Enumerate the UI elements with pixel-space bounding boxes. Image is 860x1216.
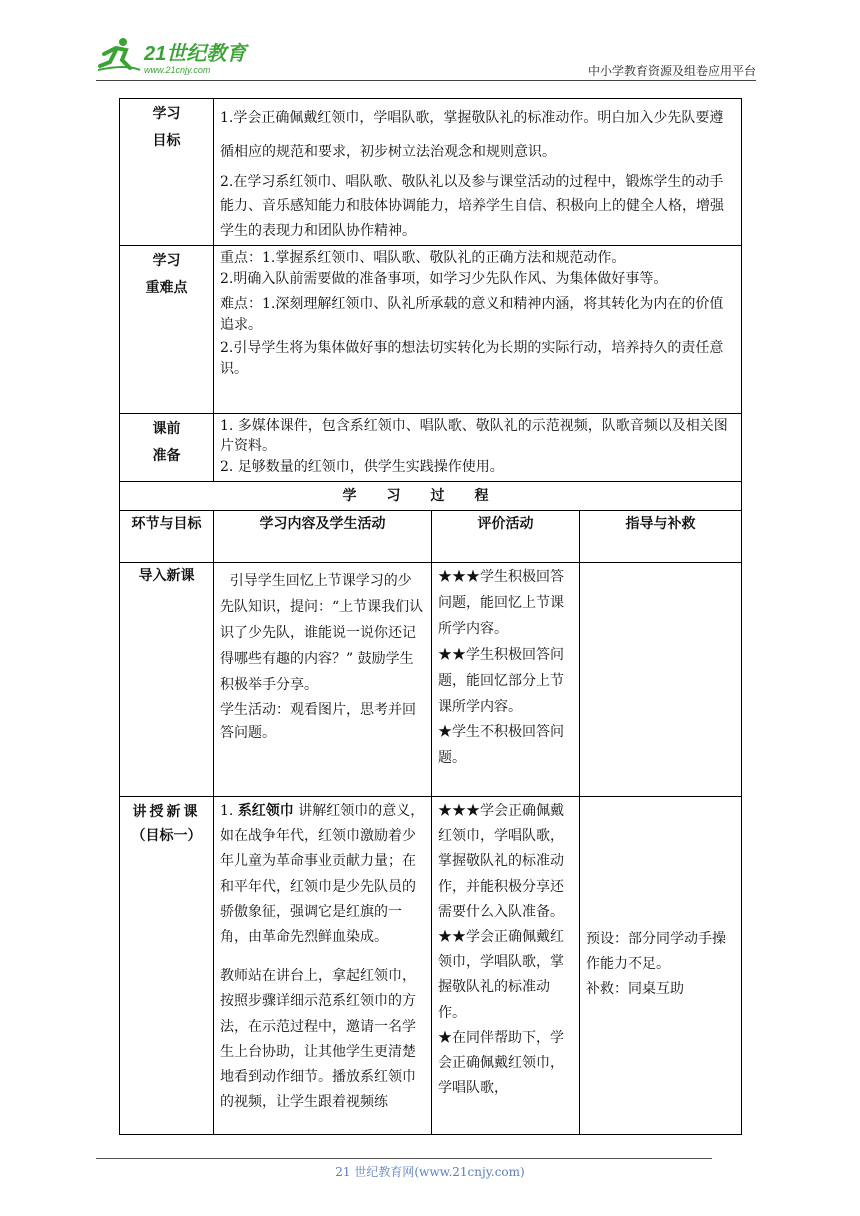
runner-logo-icon	[96, 34, 266, 76]
key-points-label: 学习 重难点	[120, 246, 214, 414]
logo-text: 21世纪教育	[144, 43, 247, 65]
prep-row	[120, 414, 742, 482]
lecture-stage: 讲授新课 （目标一）	[120, 797, 214, 1135]
prep-label: 课前 准备	[120, 414, 214, 482]
intro-content: 引导学生回忆上节课学习的少先队知识，提问：“上节课我们认识了少先队，谁能说一说你还记得哪些有趣的内容？” 鼓励学生积极举手分享。 学生活动：观看图片，思考并回答问题。	[214, 563, 432, 797]
process-title: 学习过程	[120, 482, 742, 511]
intro-guidance	[580, 563, 742, 797]
key-points-row	[120, 246, 742, 414]
col-guidance: 指导与补救	[580, 511, 742, 563]
process-title-row	[120, 482, 742, 511]
prep-content: 1. 多媒体课件，包含系红领巾、唱队歌、敬队礼的示范视频，队歌音频以及相关图片资料。 2. 足够数量的红领巾，供学生实践操作使用。	[214, 414, 742, 482]
goals-label: 学习 目标	[120, 99, 214, 246]
lesson-table	[119, 98, 742, 1135]
intro-evaluation: ★★★学生积极回答问题，能回忆上节课所学内容。 ★★学生积极回答问题，能回忆部分上节课所学内容。 ★学生不积极回答问题。	[432, 563, 580, 797]
lecture-evaluation: ★★★学会正确佩戴红领巾，学唱队歌，掌握敬队礼的标准动作，并能积极分享还需要什么入队准备。 ★★学会正确佩戴红领巾，学唱队歌，掌握敬队礼的标准动作。 ★在同伴帮助下，学会正确佩戴红领巾，学唱队歌，	[432, 797, 580, 1135]
lecture-heading: 系红领巾	[237, 803, 294, 820]
intro-row	[120, 563, 742, 797]
site-logo	[96, 34, 266, 76]
lecture-guidance: 预设：部分同学动手操作能力不足。 补救：同桌互助	[580, 797, 742, 1135]
col-stage: 环节与目标	[120, 511, 214, 563]
footer-divider	[96, 1158, 712, 1159]
logo-url: www.21cnjy.com	[144, 65, 211, 75]
platform-title: 中小学教育资源及组卷应用平台	[587, 64, 756, 78]
process-header-row	[120, 511, 742, 563]
intro-stage: 导入新课	[120, 563, 214, 797]
col-content: 学习内容及学生活动	[214, 511, 432, 563]
key-points-content: 重点：1.掌握系红领巾、唱队歌、敬队礼的正确方法和规范动作。 2.明确入队前需要做的准备事项，如学习少先队作风、为集体做好事等。 难点：1.深刻理解红领巾、队礼所承载的意义和精神内涵，将其转化为内在的价值追求。 2.引导学生将为集体做好事的想法切实转化为长期的实际行动，培养持久的责任意识。	[214, 246, 742, 414]
lecture-content: 1. 系红领巾 讲解红领巾的意义，如在战争年代，红领巾激励着少年儿童为革命事业贡献力量；在和平年代，红领巾是少先队员的骄傲象征，强调它是红旗的一角，由革命先烈鲜血染成。 教师站在讲台上，拿起红领巾，按照步骤详细示范系红领巾的方法，在示范过程中，邀请一名学生上台协助，让其他学生更清楚地看到动作细节。播放系红领巾的视频，让学生跟着视频练	[214, 797, 432, 1135]
footer-text: 21 世纪教育网(www.21cnjy.com)	[335, 1165, 525, 1179]
header-divider	[96, 80, 756, 81]
goals-row	[120, 99, 742, 246]
lecture-row	[120, 797, 742, 1135]
goals-content: 1.学会正确佩戴红领巾，学唱队歌，掌握敬队礼的标准动作。明白加入少先队要遵循相应的规范和要求，初步树立法治观念和规则意识。 2.在学习系红领巾、唱队歌、敬队礼以及参与课堂活动的过程中，锻炼学生的动手能力、音乐感知能力和肢体协调能力，培养学生自信、积极向上的健全人格，增强学生的表现力和团队协作精神。	[214, 99, 742, 246]
col-evaluation: 评价活动	[432, 511, 580, 563]
